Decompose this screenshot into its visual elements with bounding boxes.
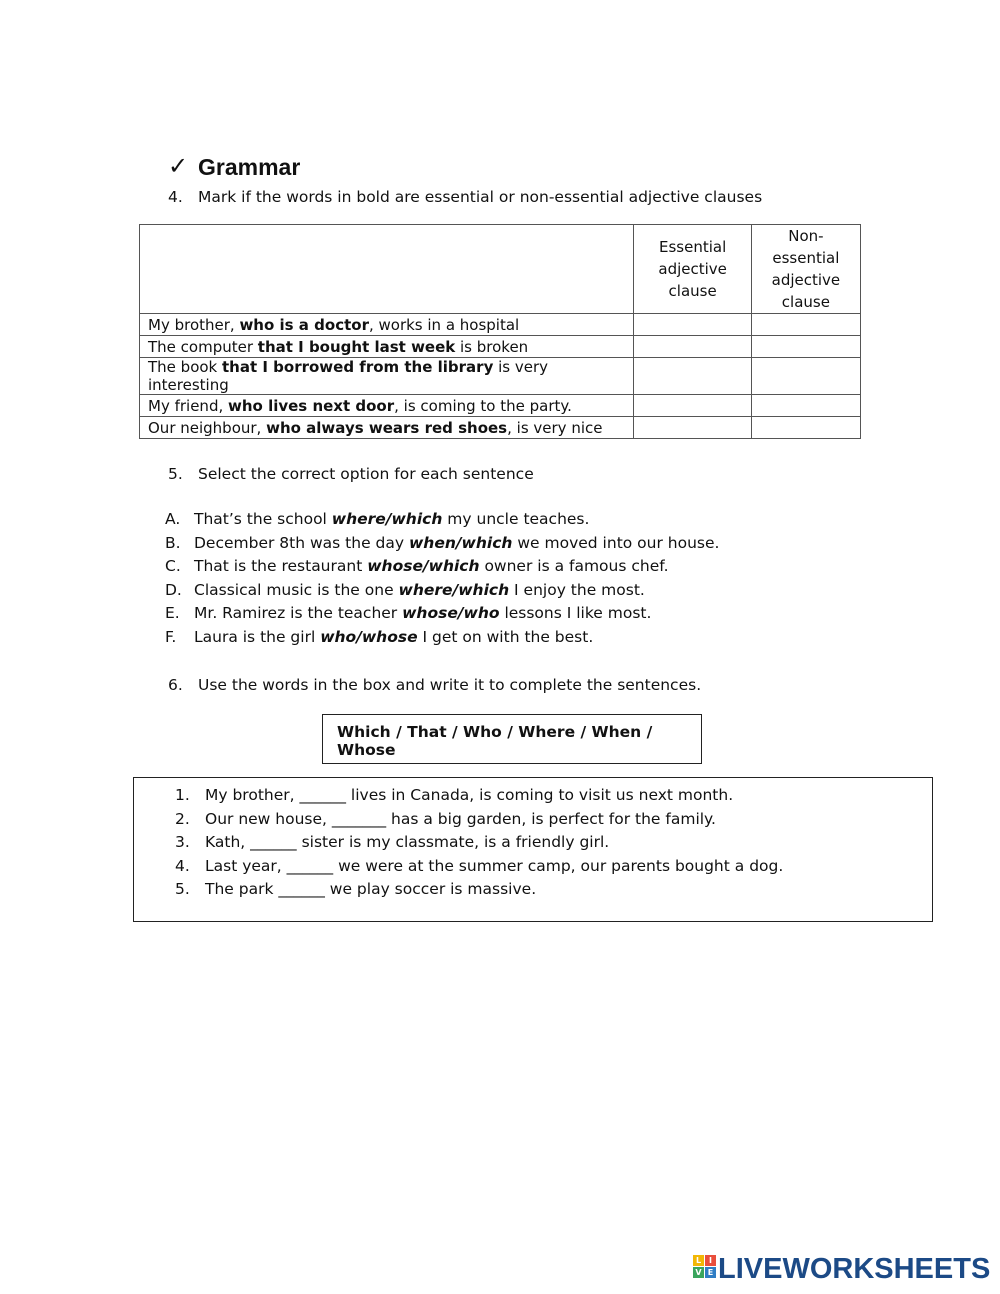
sentence-cell: Our neighbour, who always wears red shoes, is very nice bbox=[140, 417, 634, 439]
table-row bbox=[140, 358, 861, 395]
sentence-cell: My friend, who lives next door, is coming to the party. bbox=[140, 395, 634, 417]
essential-answer-cell[interactable] bbox=[634, 358, 751, 395]
word-box: Which / That / Who / Where / When / Whose bbox=[322, 714, 702, 764]
list-item: D. Classical music is the one where/which I enjoy the most. bbox=[165, 580, 645, 599]
sentence-cell: My brother, who is a doctor, works in a hospital bbox=[140, 314, 634, 336]
list-item: C. That is the restaurant whose/which owner is a famous chef. bbox=[165, 557, 669, 576]
header-non-essential: Non- essential adjective clause bbox=[751, 225, 860, 314]
list-item: A. That’s the school where/which my uncle teaches. bbox=[165, 510, 590, 528]
option-list bbox=[165, 508, 719, 650]
list-item[interactable]: 3. Kath, ______ sister is my classmate, is a friendly girl. bbox=[175, 833, 610, 852]
non-essential-answer-cell[interactable] bbox=[751, 417, 860, 439]
sentence-cell: The computer that I bought last week is broken bbox=[140, 336, 634, 358]
table-row bbox=[140, 336, 861, 358]
list-item[interactable]: 1. My brother, ______ lives in Canada, is coming to visit us next month. bbox=[175, 786, 734, 804]
list-item: E. Mr. Ramirez is the teacher whose/who lessons I like most. bbox=[165, 604, 652, 623]
list-item[interactable]: 2. Our new house, _______ has a big garden, is perfect for the family. bbox=[175, 809, 716, 828]
sentence-cell: The book that I borrowed from the library is very interesting bbox=[140, 358, 634, 395]
question-6-prompt: 6. Use the words in the box and write it to complete the sentences. bbox=[168, 676, 702, 694]
header-blank-cell bbox=[140, 225, 634, 314]
table-row bbox=[140, 417, 861, 439]
question-text: Mark if the words in bold are essential or non-essential adjective clauses bbox=[198, 188, 763, 206]
question-5-prompt: 5. Select the correct option for each sentence bbox=[168, 465, 534, 483]
non-essential-answer-cell[interactable] bbox=[751, 395, 860, 417]
non-essential-answer-cell[interactable] bbox=[751, 358, 860, 395]
brand-name: LIVEWORKSHEETS bbox=[718, 1253, 991, 1285]
essential-answer-cell[interactable] bbox=[634, 314, 751, 336]
checkmark-icon: ✓ bbox=[168, 152, 189, 180]
table-header-row bbox=[140, 225, 861, 314]
essential-answer-cell[interactable] bbox=[634, 395, 751, 417]
choice-option[interactable]: where/which bbox=[331, 510, 443, 528]
list-item[interactable]: 4. Last year, ______ we were at the summer camp, our parents bought a dog. bbox=[175, 856, 784, 875]
non-essential-answer-cell[interactable] bbox=[751, 336, 860, 358]
choice-option[interactable]: where/which bbox=[398, 580, 510, 599]
list-item: F. Laura is the girl who/whose I get on with the best. bbox=[165, 627, 594, 646]
section-title: Grammar bbox=[198, 154, 301, 180]
essential-answer-cell[interactable] bbox=[634, 336, 751, 358]
header-essential: Essential adjective clause bbox=[634, 225, 751, 314]
essential-answer-cell[interactable] bbox=[634, 417, 751, 439]
list-item: B. December 8th was the day when/which we moved into our house. bbox=[165, 533, 720, 552]
choice-option[interactable]: whose/who bbox=[402, 604, 500, 623]
table-row bbox=[140, 314, 861, 336]
non-essential-answer-cell[interactable] bbox=[751, 314, 860, 336]
sentence-box bbox=[133, 777, 933, 922]
choice-option[interactable]: whose/which bbox=[367, 557, 480, 576]
clause-table bbox=[139, 224, 861, 439]
question-number: 4. bbox=[168, 188, 183, 206]
list-item[interactable]: 5. The park ______ we play soccer is massive. bbox=[175, 880, 537, 899]
question-4-prompt bbox=[168, 188, 762, 206]
choice-option[interactable]: who/whose bbox=[320, 627, 418, 646]
table-row bbox=[140, 395, 861, 417]
choice-option[interactable]: when/which bbox=[408, 533, 513, 552]
